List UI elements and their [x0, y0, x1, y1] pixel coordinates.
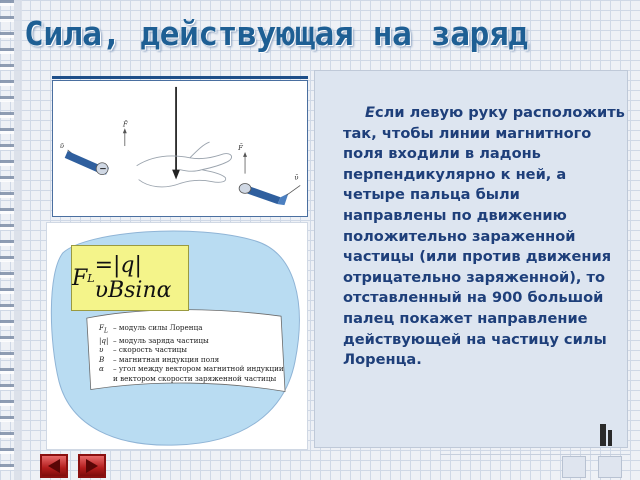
- legend-row: [99, 345, 299, 355]
- legend-row: [99, 364, 299, 374]
- legend-row: [99, 374, 299, 384]
- legend-row: [99, 355, 299, 365]
- title-divider: [52, 76, 308, 79]
- proton-cylinder: [239, 183, 288, 205]
- velocity-arrow-right: [286, 185, 300, 195]
- formula-rest: =|q|υBsinα: [94, 253, 172, 303]
- legend-text: – угол между вектором магнитной индукции: [113, 364, 284, 374]
- legend-symbol: υ: [99, 345, 104, 355]
- left-hand-diagram: [52, 80, 308, 217]
- nav-placeholder-button[interactable]: [562, 456, 586, 478]
- legend-symbol: $F_L$: [99, 323, 108, 335]
- next-slide-button[interactable]: [78, 454, 106, 478]
- nav-placeholder-button[interactable]: [598, 456, 622, 478]
- prev-slide-button[interactable]: [40, 454, 68, 478]
- legend-row: [99, 323, 299, 336]
- formula-panel: [46, 222, 308, 450]
- legend-text: – модуль силы Лоренца: [113, 323, 203, 332]
- force-label-right: F̄: [238, 143, 243, 152]
- legend-row: [99, 336, 299, 346]
- notebook-spiral: [0, 0, 22, 480]
- charge-sign: −: [99, 164, 107, 175]
- electron-cylinder: [65, 151, 109, 175]
- hand-diagram-svg: [53, 81, 307, 216]
- legend-symbol: B: [99, 354, 105, 364]
- lorentz-formula: [71, 245, 189, 311]
- legend-symbol: α: [99, 364, 104, 374]
- rule-body: сли левую руку расположить так, чтобы линии магнитного поля входили в ладонь перпендикулярно к ней, а четыре пальца были направлены по движению положительно зараженной частицы (или против движения отрицательно заряженной), то отставленный на 900 большой палец покажет направление действующей на частицу силы Лоренца.: [343, 104, 625, 369]
- triangle-left-icon: [42, 456, 66, 476]
- left-hand-rule: [343, 103, 625, 371]
- slide-title: Сила, действующая на заряд: [24, 14, 528, 53]
- velocity-label-left: ῡ: [59, 142, 64, 151]
- legend-text: – магнитная индукция поля: [113, 354, 220, 364]
- palm-outline: [137, 142, 232, 187]
- force-label-left: F̄: [122, 120, 128, 129]
- legend-text: – скорость частицы: [113, 345, 188, 355]
- legend-symbol: [99, 374, 113, 384]
- triangle-right-icon: [80, 456, 104, 476]
- legend-text: и вектором скорости заряженной частицы: [113, 373, 277, 383]
- formula-force-symbol: F: [72, 265, 88, 291]
- formula-legend: [99, 323, 299, 383]
- legend-text: – модуль заряда частицы: [113, 335, 209, 345]
- velocity-label-right: ῡ: [294, 173, 299, 182]
- legend-symbol: |q|: [99, 335, 109, 345]
- decorative-corner-icon: [580, 380, 614, 452]
- rule-first-letter: Е: [365, 104, 375, 121]
- formula-subscript: L: [87, 271, 95, 285]
